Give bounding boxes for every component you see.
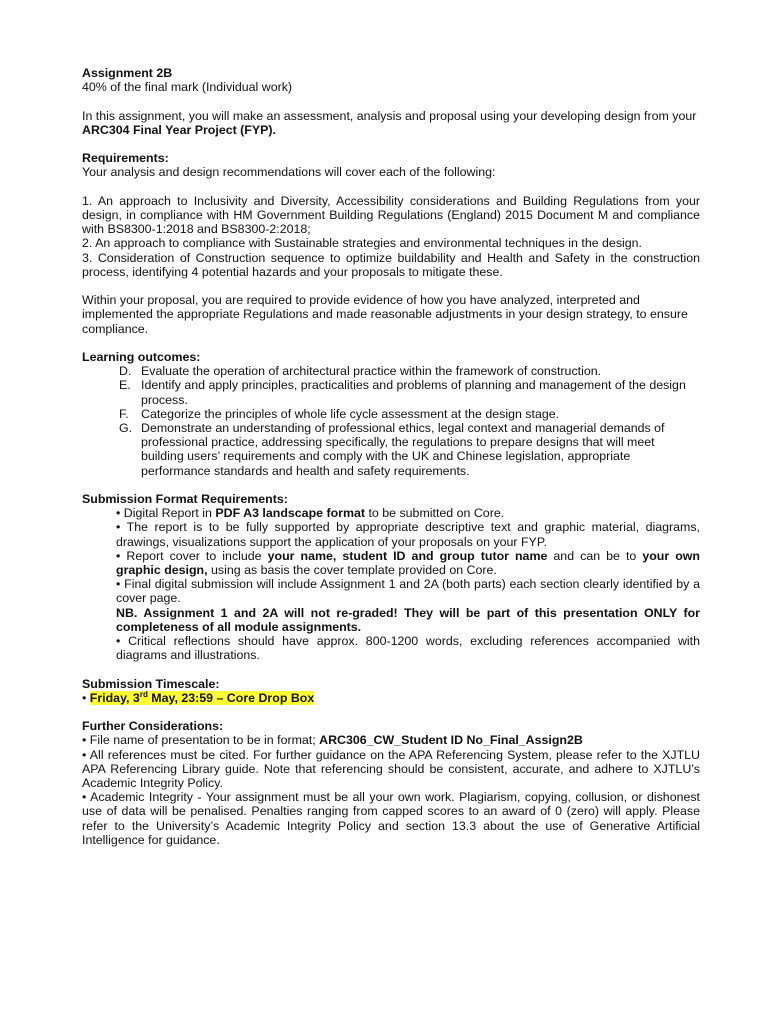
- list-item: • The report is to be fully supported by appropriate descriptive text and graphic material, diagrams, drawings, visualizations support the application of your proposals on your FYP.: [116, 520, 700, 549]
- requirement-item-2: 2. An approach to compliance with Sustainable strategies and environmental techniques in the design.: [82, 236, 642, 251]
- list-item: D. Evaluate the operation of architectural practice within the framework of construction.: [119, 364, 602, 379]
- list-item: • Digital Report in PDF A3 landscape format to be submitted on Core.: [116, 506, 505, 521]
- document-page: [82, 66, 700, 847]
- list-item: F. Categorize the principles of whole life cycle assessment at the design stage.: [119, 406, 560, 421]
- requirement-item-3: 3. Consideration of Construction sequence to optimize buildability and Health and Safety in the construction process, identifying 4 potential hazards and your proposals to mitigate these.: [82, 250, 700, 279]
- deadline-highlight: Friday, 3rd May, 23:59 – Core Drop Box: [89, 689, 315, 705]
- list-item: • Academic Integrity - Your assignment must be all your own work. Plagiarism, copying, collusion, or dishonest use of data will be penalised. Penalties ranging from capped scores to an award of 0 (zero) will apply. Please refer to the University’s Academic Integrity Policy and section 13.3 about the use of Generative Artificial Intelligence for guidance.: [82, 790, 700, 847]
- requirements-heading: Requirements:: [82, 151, 169, 166]
- list-item: • Report cover to include your name, student ID and group tutor name and can be to your own graphic design, using as basis the cover template provided on Core.: [116, 548, 700, 578]
- list-item: • Final digital submission will include Assignment 1 and 2A (both parts) each section clearly identified by a cover page.: [116, 577, 700, 606]
- intro-paragraph: In this assignment, you will make an assessment, analysis and proposal using your developing design from your ARC304 Final Year Project (FYP).: [82, 108, 697, 137]
- learning-outcomes-heading: Learning outcomes:: [82, 349, 201, 364]
- deadline: • Friday, 3rd May, 23:59 – Core Drop Box: [82, 689, 315, 705]
- requirement-item-1: 1. An approach to Inclusivity and Diversity, Accessibility considerations and Building Regulations from your design, in compliance with HM Government Building Regulations (England) 2015 Document M and compliance with BS8300-1:2018 and BS8300-2:2018;: [82, 193, 700, 237]
- file-name-format: ARC306_CW_Student ID No_Final_Assign2B: [319, 733, 583, 748]
- project-name: ARC304 Final Year Project (FYP).: [82, 122, 276, 137]
- list-item: • Critical reflections should have approx. 800-1200 words, excluding references accompanied with diagrams and illustrations.: [116, 634, 700, 663]
- list-item: • File name of presentation to be in format; ARC306_CW_Student ID No_Final_Assign2B: [82, 733, 583, 748]
- nb-note: NB. Assignment 1 and 2A will not re-graded! They will be part of this presentation ONLY for completeness of all module assignments.: [116, 605, 700, 634]
- list-item: E. Identify and apply principles, practicalities and problems of planning and management of the design process.: [119, 378, 686, 407]
- evidence-paragraph: Within your proposal, you are required to provide evidence of how you have analyzed, interpreted and implemented the appropriate Regulations and made reasonable adjustments in your design strategy, to ensure compliance.: [82, 293, 688, 336]
- timescale-heading: Submission Timescale:: [82, 676, 220, 691]
- submission-format-heading: Submission Format Requirements:: [82, 492, 288, 506]
- list-item: • All references must be cited. For further guidance on the APA Referencing System, please refer to the XJTLU APA Referencing Library guide. Note that referencing should be consistent, accurate, and adhere to XJTLU’s Academic Integrity Policy.: [82, 747, 700, 791]
- submission-format-list: [82, 506, 700, 662]
- further-heading: Further Considerations:: [82, 719, 224, 734]
- requirements-lead: Your analysis and design recommendations will cover each of the following:: [82, 165, 496, 180]
- list-item: G. Demonstrate an understanding of professional ethics, legal context and managerial demands of professional practice, addressing specifically, the regulations to prepare designs that will meet building users’ requirements and comply with the UK and Chinese legislation, appropriate performance standards and health and safety requirements.: [119, 421, 665, 478]
- document-subtitle: 40% of the final mark (Individual work): [82, 80, 293, 95]
- learning-outcomes-list: [82, 364, 700, 478]
- document-title: Assignment 2B: [82, 66, 173, 80]
